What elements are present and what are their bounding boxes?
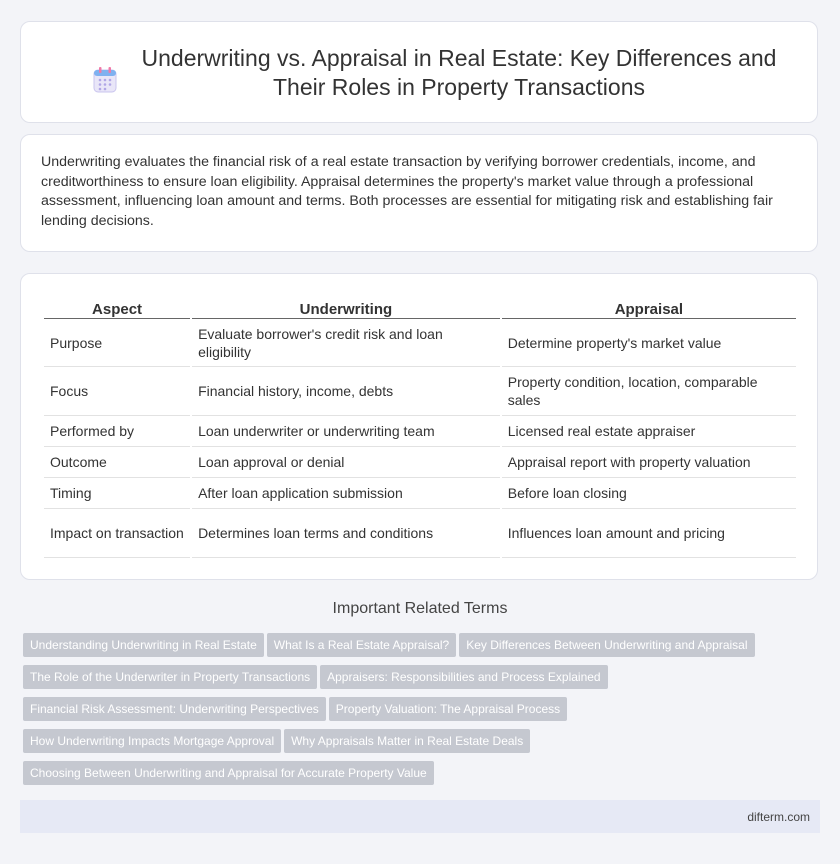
related-term-link[interactable]: Choosing Between Underwriting and Appraisal for Accurate Property Value — [23, 761, 434, 785]
table-cell: Determine property's market value — [502, 319, 796, 367]
table-cell: Before loan closing — [502, 478, 796, 509]
related-term-link[interactable]: The Role of the Underwriter in Property Transactions — [23, 665, 317, 689]
table-row — [44, 416, 796, 447]
table-cell: Purpose — [44, 319, 190, 367]
footer — [20, 800, 820, 833]
calendar-icon — [93, 67, 117, 93]
table-cell: Financial history, income, debts — [192, 367, 500, 416]
table-row — [44, 509, 796, 558]
column-header-appraisal: Appraisal — [502, 295, 796, 319]
related-term-link[interactable]: How Underwriting Impacts Mortgage Approval — [23, 729, 281, 753]
column-header-aspect: Aspect — [44, 295, 190, 319]
table-cell: Licensed real estate appraiser — [502, 416, 796, 447]
related-terms-list — [23, 633, 813, 793]
related-term-link[interactable]: Property Valuation: The Appraisal Process — [329, 697, 567, 721]
table-cell: Outcome — [44, 447, 190, 478]
table-cell: Appraisal report with property valuation — [502, 447, 796, 478]
comparison-table — [42, 295, 798, 558]
table-cell: Influences loan amount and pricing — [502, 509, 796, 558]
column-header-underwriting: Underwriting — [192, 295, 500, 319]
table-header-row — [44, 295, 796, 319]
table-cell: Timing — [44, 478, 190, 509]
table-cell: Impact on transaction — [44, 509, 190, 558]
table-cell: Focus — [44, 367, 190, 416]
related-terms-heading: Important Related Terms — [332, 600, 508, 617]
table-row — [44, 319, 796, 367]
site-name[interactable]: difterm.com — [747, 810, 810, 824]
table-row — [44, 367, 796, 416]
related-term-link[interactable]: Financial Risk Assessment: Underwriting Perspectives — [23, 697, 326, 721]
related-term-link[interactable]: What Is a Real Estate Appraisal? — [267, 633, 456, 657]
related-term-link[interactable]: Key Differences Between Underwriting and Appraisal — [459, 633, 754, 657]
table-cell: After loan application submission — [192, 478, 500, 509]
table-cell: Determines loan terms and conditions — [192, 509, 500, 558]
summary-text: Underwriting evaluates the financial risk of a real estate transaction by verifying borrower credentials, income, and creditworthiness to ensure loan eligibility. Appraisal determines the property's market value through a professional assessment, influencing loan amount and terms. Both processes are essential for mitigating risk and establishing fair lending decisions. — [41, 154, 773, 229]
table-cell: Loan approval or denial — [192, 447, 500, 478]
summary-card — [20, 134, 818, 252]
table-row — [44, 447, 796, 478]
related-term-link[interactable]: Understanding Underwriting in Real Estate — [23, 633, 264, 657]
table-cell: Evaluate borrower's credit risk and loan eligibility — [192, 319, 500, 367]
title-card — [20, 21, 818, 123]
table-cell: Property condition, location, comparable sales — [502, 367, 796, 416]
related-term-link[interactable]: Appraisers: Responsibilities and Process Explained — [320, 665, 607, 689]
table-cell: Loan underwriter or underwriting team — [192, 416, 500, 447]
table-cell: Performed by — [44, 416, 190, 447]
related-term-link[interactable]: Why Appraisals Matter in Real Estate Deals — [284, 729, 530, 753]
comparison-card — [20, 273, 818, 580]
table-row — [44, 478, 796, 509]
page-title: Underwriting vs. Appraisal in Real Estate: Key Differences and Their Roles in Property Transactions — [141, 45, 777, 100]
